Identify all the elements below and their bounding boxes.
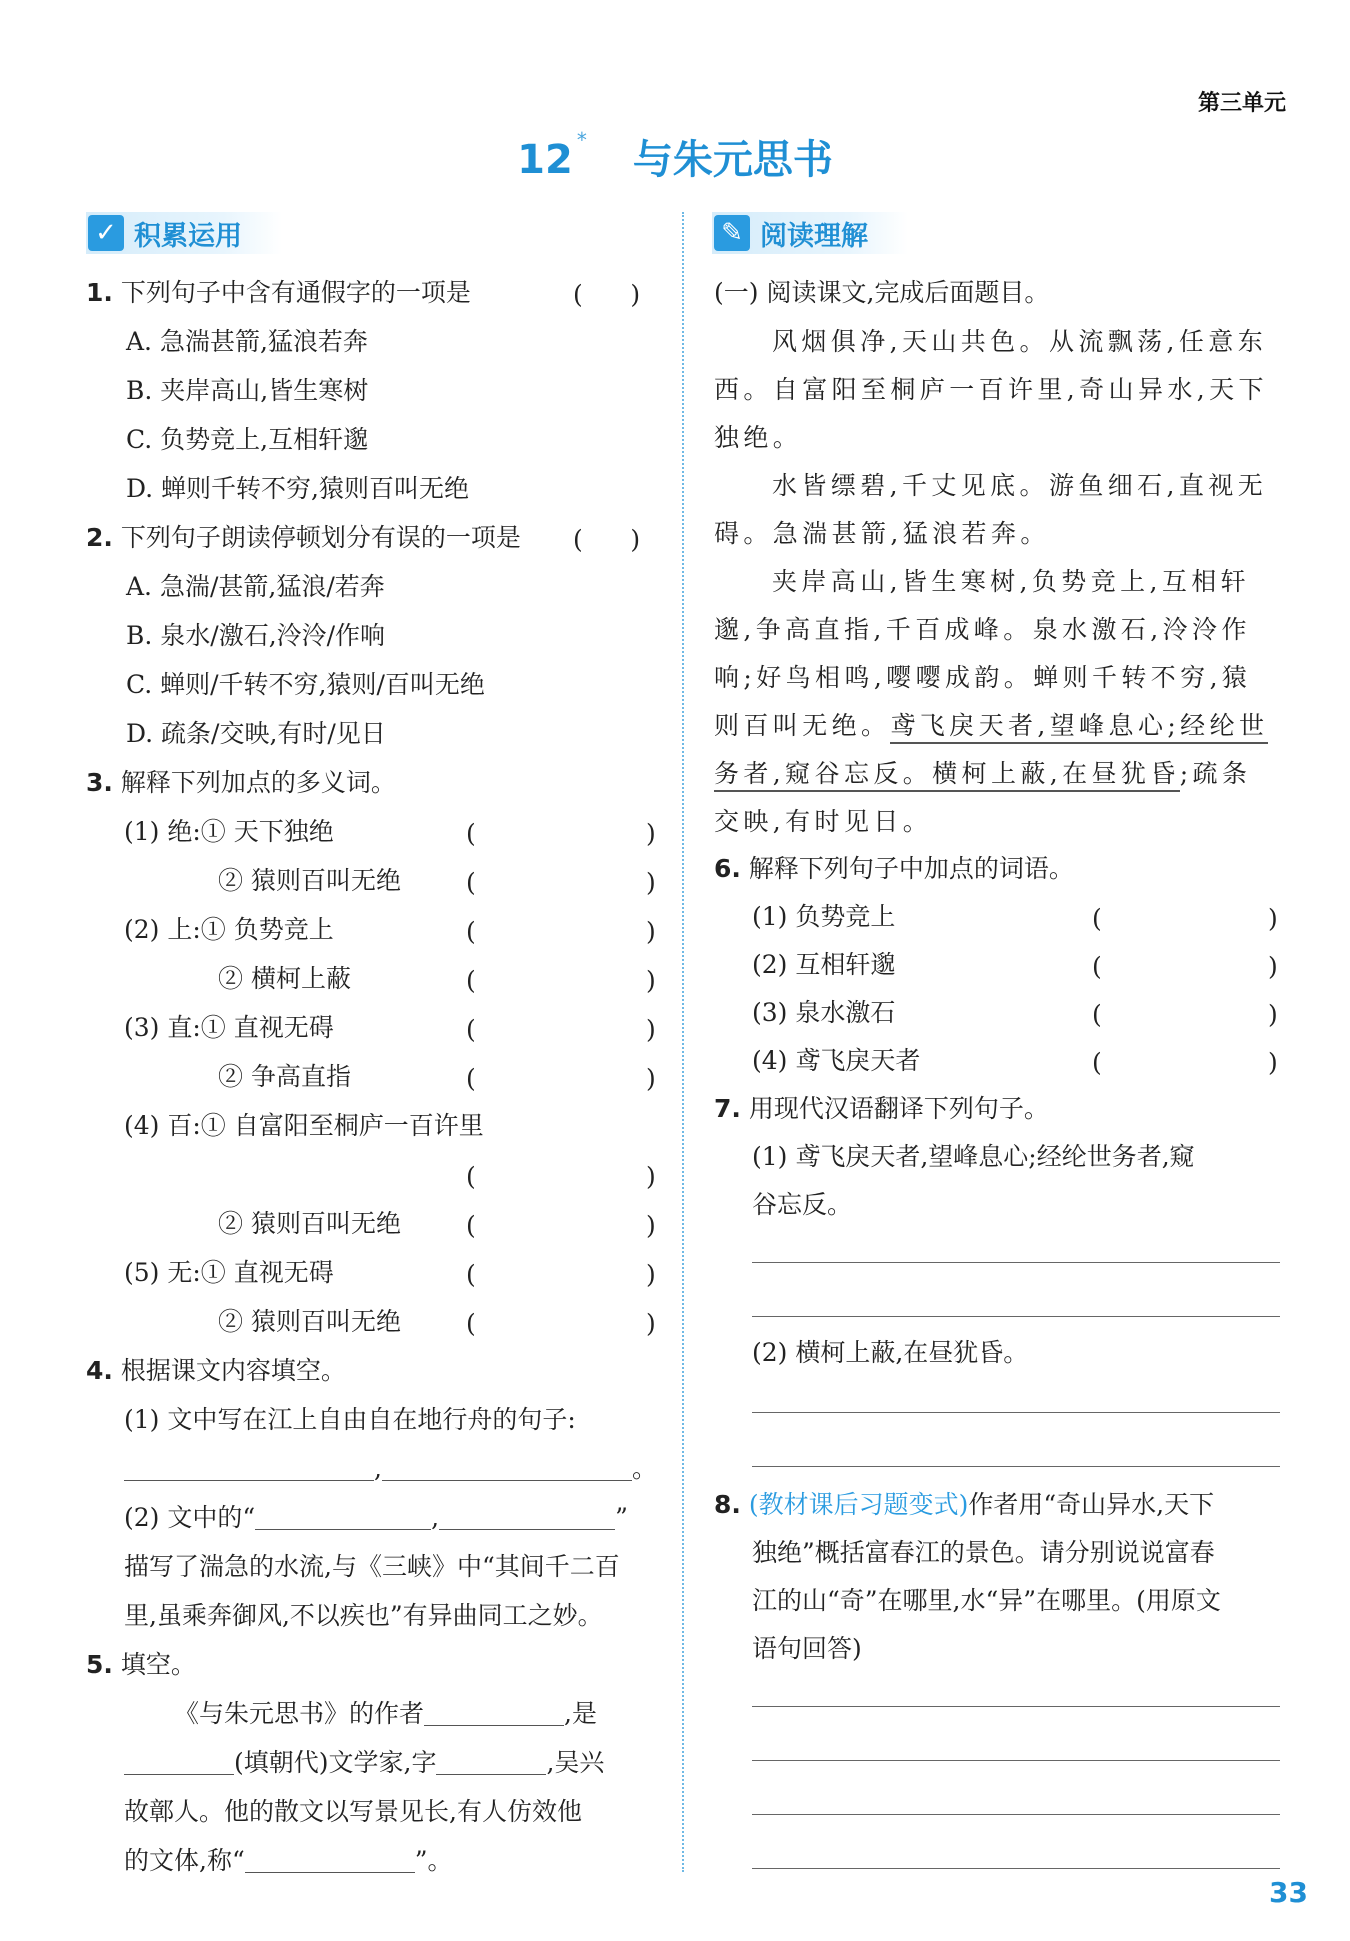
fill-blank[interactable] [245, 1850, 415, 1873]
answer-open-paren[interactable]: ( [1092, 1000, 1102, 1029]
answer-close-paren[interactable]: ) [1268, 1000, 1278, 1029]
q5-line-4: 的文体,称“ ”。 [124, 1846, 453, 1875]
answer-close-paren[interactable]: ) [646, 868, 656, 897]
answer-close-paren[interactable]: ) [1268, 904, 1278, 933]
answer-line[interactable] [752, 1316, 1280, 1317]
q3-group-1-b: ② 猿则百叫无绝 [218, 866, 401, 895]
q3-group-3-a: (3) 直:① 直视无碍 [124, 1013, 334, 1042]
q3-group-3-b: ② 争高直指 [218, 1062, 351, 1091]
q3-group-2-b: ② 横柯上蔽 [218, 964, 351, 993]
answer-open-paren[interactable]: ( [466, 819, 476, 848]
lesson-title [0, 128, 1350, 185]
underlined-sentence: 横柯上蔽,在昼犹昏 [932, 759, 1180, 792]
question-5: 5. 填空。 [86, 1650, 196, 1679]
q8-line-4: 语句回答) [752, 1634, 862, 1663]
q5-line-1: 《与朱元思书》的作者 ,是 [174, 1699, 597, 1728]
answer-open-paren[interactable]: ( [466, 868, 476, 897]
answer-close-paren[interactable]: ) [646, 1162, 656, 1191]
question-3: 3. 解释下列加点的多义词。 [86, 768, 396, 797]
answer-open-paren[interactable]: ( [466, 1162, 476, 1191]
q1-option-b: B. 夹岸高山,皆生寒树 [126, 376, 369, 405]
section-header-reading [712, 212, 908, 254]
answer-paren-1[interactable]: ( ) [573, 280, 641, 309]
question-6: 6. 解释下列句子中加点的词语。 [714, 854, 1074, 883]
reading-passage [714, 318, 1280, 846]
q2-option-d: D. 疏条/交映,有时/见日 [126, 719, 386, 748]
q8-line-3: 江的山“奇”在哪里,水“异”在哪里。(用原文 [752, 1586, 1221, 1615]
answer-open-paren[interactable]: ( [466, 917, 476, 946]
answer-close-paren[interactable]: ) [1268, 1048, 1278, 1077]
q7-sub-1-line1: (1) 鸢飞戾天者,望峰息心;经纶世务者,窥 [752, 1142, 1195, 1171]
section-title: 积累运用 [134, 220, 242, 252]
q6-item-2: (2) 互相轩邈 [752, 950, 896, 979]
question-7: 7. 用现代汉语翻译下列句子。 [714, 1094, 1049, 1123]
fill-blank[interactable] [424, 1703, 564, 1726]
lesson-name: 与朱元思书 [632, 137, 833, 183]
answer-open-paren[interactable]: ( [466, 1211, 476, 1240]
q2-option-b: B. 泉水/激石,泠泠/作响 [126, 621, 386, 650]
q1-option-c: C. 负势竞上,互相轩邈 [126, 425, 369, 454]
q8-line-2: 独绝”概括富春江的景色。请分别说说富春 [752, 1538, 1215, 1567]
question-4: 4. 根据课文内容填空。 [86, 1356, 346, 1385]
answer-close-paren[interactable]: ) [646, 1309, 656, 1338]
answer-close-paren[interactable]: ) [646, 966, 656, 995]
answer-line[interactable] [752, 1760, 1280, 1761]
answer-close-paren[interactable]: ) [646, 1064, 656, 1093]
q3-group-4-b: ② 猿则百叫无绝 [218, 1209, 401, 1238]
q2-option-a: A. 急湍/甚箭,猛浪/若奔 [126, 572, 385, 601]
answer-open-paren[interactable]: ( [466, 966, 476, 995]
q5-line-3: 故鄣人。他的散文以写景见长,有人仿效他 [124, 1797, 582, 1826]
q1-option-a: A. 急湍甚箭,猛浪若奔 [126, 327, 368, 356]
fill-blank[interactable] [436, 1752, 546, 1775]
question-1: 1. 下列句子中含有通假字的一项是 [86, 278, 471, 307]
answer-line[interactable] [752, 1868, 1280, 1869]
reading-intro: (一) 阅读课文,完成后面题目。 [714, 278, 1050, 307]
fill-blank[interactable] [255, 1507, 431, 1530]
q6-item-1: (1) 负势竞上 [752, 902, 896, 931]
answer-open-paren[interactable]: ( [466, 1064, 476, 1093]
passage-para-2: 水皆缥碧,千丈见底。游鱼细石,直视无碍。急湍甚箭,猛浪若奔。 [714, 471, 1268, 548]
answer-close-paren[interactable]: ) [646, 1260, 656, 1289]
q5-line-2: (填朝代)文学家,字 ,吴兴 [124, 1750, 604, 1775]
answer-line[interactable] [752, 1814, 1280, 1815]
q6-item-4: (4) 鸢飞戾天者 [752, 1046, 921, 1075]
answer-open-paren[interactable]: ( [1092, 952, 1102, 981]
q4-sub-2-line2: 描写了湍急的水流,与《三峡》中“其间千二百 [124, 1552, 620, 1581]
answer-open-paren[interactable]: ( [1092, 1048, 1102, 1077]
answer-close-paren[interactable]: ) [1268, 952, 1278, 981]
checkbox-icon: ✓ [88, 215, 124, 251]
q4-sub-2: (2) 文中的“ , ” [124, 1503, 628, 1532]
section-title: 阅读理解 [760, 220, 868, 252]
answer-open-paren[interactable]: ( [466, 1309, 476, 1338]
q4-sub-1: (1) 文中写在江上自由自在地行舟的句子: [124, 1405, 576, 1434]
answer-close-paren[interactable]: ) [646, 1015, 656, 1044]
fill-blank[interactable] [124, 1458, 374, 1481]
q3-group-5-b: ② 猿则百叫无绝 [218, 1307, 401, 1336]
lesson-number: 12 [517, 137, 573, 183]
answer-line[interactable] [752, 1706, 1280, 1707]
q7-sub-1-line2: 谷忘反。 [752, 1190, 853, 1219]
answer-paren-2[interactable]: ( ) [573, 525, 641, 554]
q2-option-c: C. 蝉则/千转不穷,猿则/百叫无绝 [126, 670, 485, 699]
fill-blank[interactable] [382, 1458, 632, 1481]
optional-star: * [576, 128, 587, 152]
q7-sub-2: (2) 横柯上蔽,在昼犹昏。 [752, 1338, 1029, 1367]
answer-close-paren[interactable]: ) [646, 1211, 656, 1240]
column-divider [682, 212, 684, 1872]
question-2: 2. 下列句子朗读停顿划分有误的一项是 [86, 523, 521, 552]
q4-sub-2-line3: 里,虽乘奔御风,不以疾也”有异曲同工之妙。 [124, 1601, 603, 1630]
q3-group-1-a: (1) 绝:① 天下独绝 [124, 817, 334, 846]
fill-blank[interactable] [439, 1507, 615, 1530]
unit-label: 第三单元 [1197, 91, 1286, 116]
section-header-accumulate [86, 212, 282, 254]
textbook-variant-tag: (教材课后习题变式) [748, 1490, 969, 1519]
answer-close-paren[interactable]: ) [646, 917, 656, 946]
page-number: 33 [1269, 1876, 1308, 1909]
q3-group-5-a: (5) 无:① 直视无碍 [124, 1258, 334, 1287]
fill-blank[interactable] [124, 1752, 234, 1775]
answer-open-paren[interactable]: ( [1092, 904, 1102, 933]
passage-para-3: 夹岸高山,皆生寒树,负势竞上,互相轩邈,争高直指,千百成峰。泉水激石,泠泠作响;好鸟相鸣,嘤嘤成韵。蝉则千转不穷,猿则百叫无绝。鸢飞戾天者,望峰息心;经纶世务者,窥谷忘反。横柯上蔽,在昼犹昏;疏条交映,有时见日。 [714, 567, 1269, 836]
question-8: 8. (教材课后习题变式)作者用“奇山异水,天下 [714, 1490, 1215, 1519]
answer-line[interactable] [752, 1412, 1280, 1413]
q3-group-4-a: (4) 百:① 自富阳至桐庐一百许里 [124, 1111, 484, 1140]
answer-line[interactable] [752, 1262, 1280, 1263]
q1-option-d: D. 蝉则千转不穷,猿则百叫无绝 [126, 474, 469, 503]
answer-line[interactable] [752, 1466, 1280, 1467]
q4-sub-1-blanks: , 。 [124, 1456, 657, 1481]
answer-open-paren[interactable]: ( [466, 1015, 476, 1044]
q6-item-3: (3) 泉水激石 [752, 998, 896, 1027]
underlined-sentence: 鸢飞戾天者,望峰息心;经纶世务者,窥谷忘反。 [714, 711, 1268, 792]
passage-para-1: 风烟俱净,天山共色。从流飘荡,任意东西。自富阳至桐庐一百许里,奇山异水,天下独绝。 [714, 327, 1268, 452]
q3-group-2-a: (2) 上:① 负势竞上 [124, 915, 334, 944]
answer-close-paren[interactable]: ) [646, 819, 656, 848]
pencil-icon: ✎ [714, 215, 750, 251]
answer-open-paren[interactable]: ( [466, 1260, 476, 1289]
